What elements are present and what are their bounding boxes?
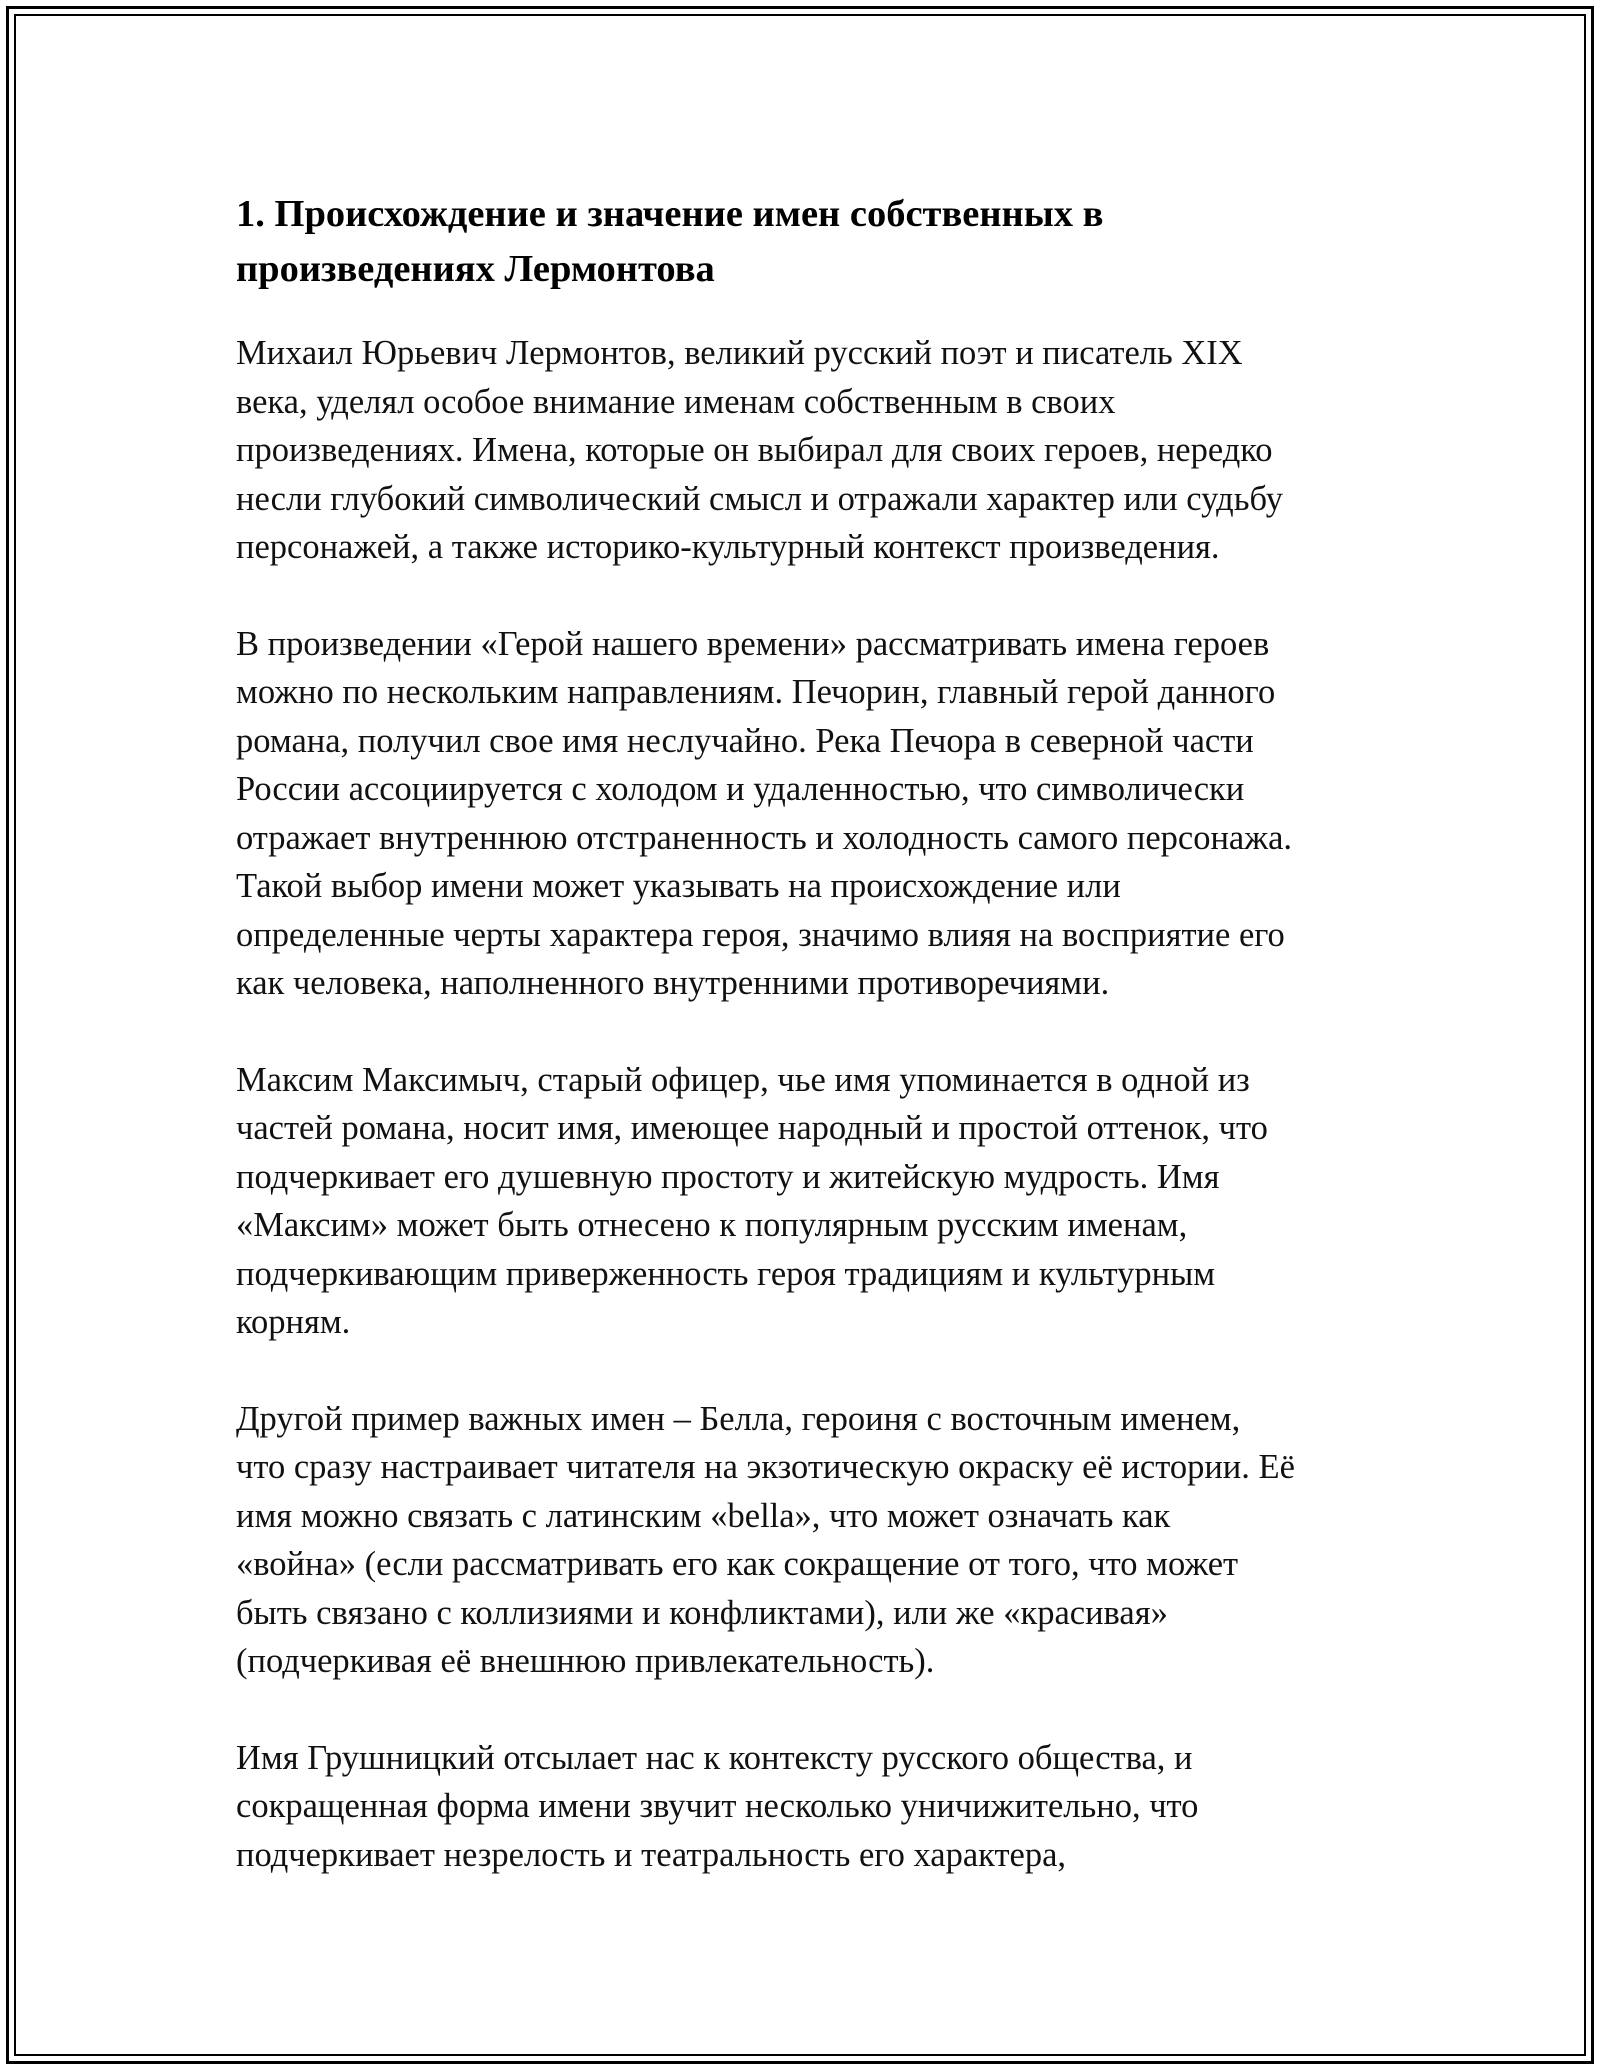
section-heading: [236, 187, 1376, 297]
paragraph-maksim-maksimych: [236, 1056, 1376, 1347]
text-line: сокращенная форма имени звучит несколько уничижительно, что: [236, 1787, 1199, 1825]
text-line: несли глубокий символический смысл и отражали характер или судьбу: [236, 479, 1283, 518]
text-line: имя можно связать с латинским «bella», что может означать как: [236, 1496, 1171, 1535]
text-line: произведениях. Имена, которые он выбирал для своих героев, нередко: [236, 431, 1273, 469]
text-line: можно по нескольким направлениям. Печорин, главный герой данного: [236, 673, 1276, 711]
text-line: подчеркивает его душевную простоту и житейскую мудрость. Имя: [236, 1157, 1220, 1196]
text-line: века, уделял особое внимание именам собственным в своих: [236, 382, 1116, 421]
text-line: подчеркивающим приверженность героя традициям и культурным: [236, 1254, 1216, 1293]
document-body: [236, 187, 1376, 1927]
heading-line: произведениях Лермонтова: [236, 248, 715, 290]
text-line: частей романа, носит имя, имеющее народный и простой оттенок, что: [236, 1109, 1268, 1147]
text-line: персонажей, а также историко-культурный контекст произведения.: [236, 528, 1220, 566]
heading-line: 1. Происхождение и значение имен собственных в: [236, 193, 1104, 235]
paragraph-pechorin: [236, 620, 1376, 1008]
text-line: Другой пример важных имен – Белла, героиня с восточным именем,: [236, 1399, 1241, 1438]
text-line: что сразу настраивает читателя на экзотическую окраску её истории. Её: [236, 1448, 1295, 1486]
text-line: (подчеркивая её внешнюю привлекательность).: [236, 1642, 935, 1680]
text-line: В произведении «Герой нашего времени» рассматривать имена героев: [236, 624, 1270, 663]
text-line: быть связано с коллизиями и конфликтами), или же «красивая»: [236, 1593, 1168, 1632]
text-line: романа, получил свое имя неслучайно. Река Печора в северной части: [236, 721, 1254, 760]
text-line: подчеркивает незрелость и театральность его характера,: [236, 1835, 1067, 1874]
text-line: Имя Грушницкий отсылает нас к контексту русского общества, и: [236, 1738, 1193, 1777]
paragraph-bella: [236, 1395, 1376, 1686]
text-line: Михаил Юрьевич Лермонтов, великий русский поэт и писатель XIX: [236, 334, 1243, 372]
text-line: корням.: [236, 1303, 351, 1341]
paragraph-intro: [236, 329, 1376, 572]
text-line: отражает внутреннюю отстраненность и холодность самого персонажа.: [236, 818, 1293, 857]
text-line: Такой выбор имени может указывать на происхождение или: [236, 867, 1121, 905]
text-line: Максим Максимыч, старый офицер, чье имя упоминается в одной из: [236, 1060, 1250, 1099]
text-line: России ассоциируется с холодом и удаленностью, что символически: [236, 770, 1245, 808]
text-line: «Максим» может быть отнесено к популярным русским именам,: [236, 1206, 1188, 1244]
text-line: определенные черты характера героя, значимо влияя на восприятие его: [236, 915, 1285, 954]
paragraph-grushnitsky: [236, 1734, 1376, 1880]
text-line: «война» (если рассматривать его как сокращение от того, что может: [236, 1545, 1239, 1583]
text-line: как человека, наполненного внутренними противоречиями.: [236, 964, 1110, 1002]
